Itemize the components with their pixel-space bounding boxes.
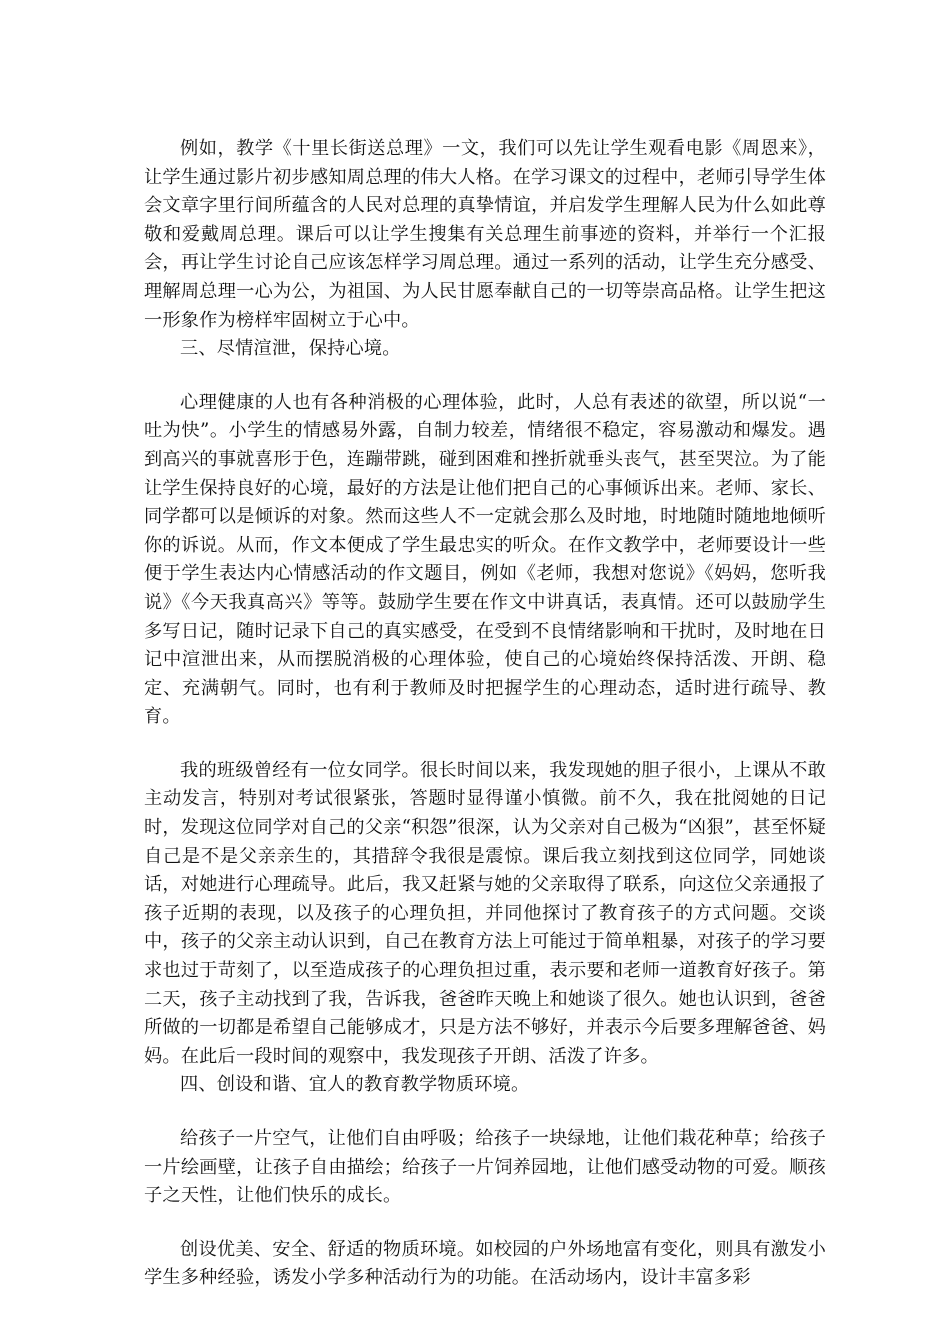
paragraph-student-case: 我的班级曾经有一位女同学。很长时间以来，我发现她的胆子很小，上课从不敢主动发言，特别对考试很紧张，答题时显得谨小慎微。前不久，我在批阅她的日记时，发现这位同学对自己的父亲“积怨”很深，认为父亲对自己极为“凶狠”，甚至怀疑自己是不是父亲亲生的，其措辞令我很是震惊。课后我立刻找到这位同学，同她谈话，对她进行心理疏导。此后，我又赶紧与她的父亲取得了联系，向这位父亲通报了孩子近期的表现，以及孩子的心理负担，并同他探讨了教育孩子的方式问题。交谈中，孩子的父亲主动认识到，自己在教育方法上可能过于简单粗暴，对孩子的学习要求也过于苛刻了，以至造成孩子的心理负担过重，表示要和老师一道教育好孩子。第二天，孩子主动找到了我，告诉我，爸爸昨天晚上和她谈了很久。她也认识到，爸爸所做的一切都是希望自己能够成才，只是方法不够好，并表示今后要多理解爸爸、妈妈。在此后一段时间的观察中，我发现孩子开朗、活泼了许多。 (144, 759, 826, 1067)
section-heading-3: 三、尽情渲泄，保持心境。 (180, 338, 401, 360)
section-heading-4: 四、创设和谐、宜人的教育教学物质环境。 (180, 1074, 530, 1096)
paragraph-mental-health: 心理健康的人也有各种消极的心理体验，此时，人总有表述的欲望，所以说“一吐为快”。小学生的情感易外露，自制力较差，情绪很不稳定，容易激动和爆发。遇到高兴的事就喜形于色，连蹦带跳，碰到困难和挫折就垂头丧气，甚至哭泣。为了能让学生保持良好的心境，最好的方法是让他们把自己的心事倾诉出来。老师、家长、同学都可以是倾诉的对象。然而这些人不一定就会那么及时地，时地随时随地地倾听你的诉说。从而，作文本便成了学生最忠实的听众。在作文教学中，老师要设计一些便于学生表达内心情感活动的作文题目，例如《老师，我想对您说》《妈妈，您听我说》《今天我真高兴》等等。鼓励学生要在作文中讲真话，表真情。还可以鼓励学生多写日记，随时记录下自己的真实感受，在受到不良情绪影响和干扰时，及时地在日记中渲泄出来，从而摆脱消极的心理体验，使自己的心境始终保持活泼、开朗、稳定、充满朝气。同时，也有利于教师及时把握学生的心理动态，适时进行疏导、教育。 (144, 391, 826, 728)
document-body (144, 135, 826, 1293)
paragraph-give-children: 给孩子一片空气，让他们自由呼吸；给孩子一块绿地，让他们栽花种草；给孩子一片绘画壁，让孩子自由描绘；给孩子一片饲养园地，让他们感受动物的可爱。顺孩子之天性，让他们快乐的成长。 (144, 1128, 826, 1207)
paragraph-environment: 创设优美、安全、舒适的物质环境。如校园的户外场地富有变化，则具有激发小学生多种经验，诱发小学多种活动行为的功能。在活动场内，设计丰富多彩 (144, 1238, 826, 1289)
paragraph-example-zhou: 例如，教学《十里长街送总理》一文，我们可以先让学生观看电影《周恩来》，让学生通过影片初步感知周总理的伟大人格。在学习课文的过程中，老师引导学生体会文章字里行间所蕴含的人民对总理的真挚情谊，并启发学生理解人民为什么如此尊敬和爱戴周总理。课后可以让学生搜集有关总理生前事迹的资料，并举行一个汇报会，再让学生讨论自己应该怎样学习周总理。通过一系列的活动，让学生充分感受、理解周总理一心为公，为祖国、为人民甘愿奉献自己的一切等崇高品格。让学生把这一形象作为榜样牢固树立于心中。 (144, 138, 826, 331)
